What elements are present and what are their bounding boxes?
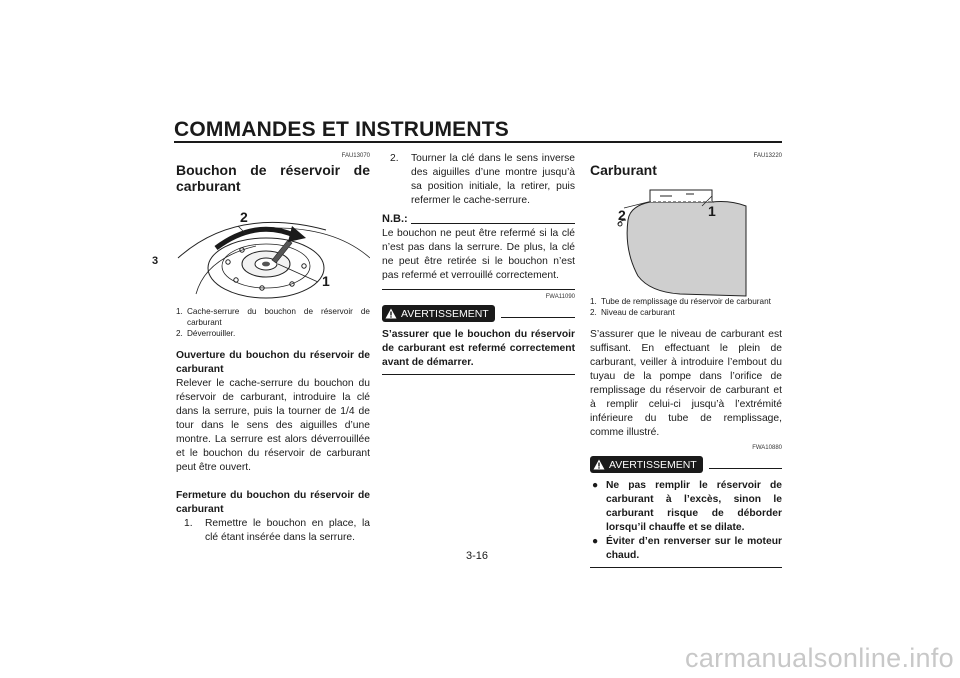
warning-label: AVERTISSEMENT bbox=[401, 307, 489, 320]
warning-bullet bbox=[590, 479, 782, 535]
caption-number: 2. bbox=[590, 308, 597, 317]
figure-captions bbox=[590, 296, 782, 318]
page-header-title: COMMANDES ET INSTRUMENTS bbox=[174, 118, 509, 141]
nb-heading bbox=[382, 212, 575, 226]
warning-triangle-icon bbox=[385, 308, 397, 319]
fuel-cap-drawing bbox=[176, 198, 370, 302]
step-number: 1. bbox=[184, 518, 193, 529]
callout-2: 2 bbox=[618, 207, 626, 223]
fuel-text: S’assurer que le niveau de carburant est suffisant. En effectuant le plein de carburant, veiller à introduire l’embout du tuyau de la pompe dans l’orifice de remplissage du réservoir de carburant et à remplir celui-ci jusqu’à l’extrémité inférieure du tube de remplissage, comme illustré. bbox=[590, 329, 782, 438]
warning-bullet bbox=[590, 535, 782, 563]
bullet-icon: ● bbox=[592, 480, 599, 491]
nb-text: Le bouchon ne peut être refermé si la clé n’est pas dans la serrure. De plus, la clé ne peut être retirée si le bouchon n’est pas refermé et verrouillé correctement. bbox=[382, 228, 575, 281]
watermark: carmanualsonline.info bbox=[685, 643, 954, 673]
caption-number: 1. bbox=[176, 307, 183, 316]
step-number: 2. bbox=[390, 153, 399, 164]
middle-column bbox=[382, 152, 575, 375]
caption-item bbox=[590, 307, 782, 318]
caption-number: 2. bbox=[176, 329, 183, 338]
warning-code: FWA11090 bbox=[545, 294, 575, 300]
nb-label: N.B.: bbox=[382, 213, 408, 225]
warning-badge bbox=[382, 305, 495, 322]
warning-code: FWA10880 bbox=[752, 445, 782, 451]
caption-text: Cache-serrure du bouchon de réservoir de carburant bbox=[187, 307, 370, 327]
warning-label: AVERTISSEMENT bbox=[609, 458, 697, 471]
warning-heading bbox=[590, 456, 782, 473]
warning-rule bbox=[709, 468, 782, 469]
warning-triangle-icon bbox=[593, 459, 605, 470]
bullet-icon: ● bbox=[592, 536, 599, 547]
step-text: Tourner la clé dans le sens inverse des aiguilles d’une montre jusqu’à sa position initiale, la retirer, puis refermer le cache-serrure. bbox=[411, 153, 575, 206]
warning-end-rule bbox=[382, 374, 575, 375]
fuel-tank-drawing bbox=[590, 180, 782, 298]
nb-end-rule bbox=[382, 289, 575, 290]
warning-heading bbox=[382, 305, 575, 322]
section-title-fuel-cap: Bouchon de réservoir de carburant bbox=[176, 162, 370, 194]
caption-item bbox=[176, 306, 370, 328]
warning-rule bbox=[501, 317, 575, 318]
caption-number: 1. bbox=[590, 297, 597, 306]
caption-text: Déverrouiller. bbox=[187, 329, 236, 338]
figure-captions bbox=[176, 306, 370, 339]
warning-end-rule bbox=[590, 567, 782, 568]
step-text: Remettre le bouchon en place, la clé étant insérée dans la serrure. bbox=[205, 518, 370, 543]
right-column bbox=[590, 152, 782, 568]
opening-heading: Ouverture du bouchon du réservoir de carburant bbox=[176, 350, 370, 375]
bullet-text: Ne pas remplir le réservoir de carburant à l’excès, sinon le carburant risque de déborder lorsqu’il chauffe et se dilate. bbox=[606, 480, 782, 533]
warning-text: S’assurer que le bouchon du réservoir de carburant est refermé correctement avant de démarrer. bbox=[382, 329, 575, 368]
callout-1: 1 bbox=[322, 273, 330, 289]
caption-text: Niveau de carburant bbox=[601, 308, 675, 317]
header-rule bbox=[174, 141, 782, 143]
section-code: FAU13220 bbox=[753, 153, 782, 159]
closing-step-1 bbox=[176, 517, 370, 545]
closing-step-2 bbox=[382, 152, 575, 208]
opening-text: Relever le cache-serrure du bouchon du réservoir de carburant, introduire la clé dans la serrure, puis la tourner de 1/4 de tour dans le sens des aiguilles d’une montre. La serrure est alors déverrouillée et le bouchon du réservoir de carburant peut être ouvert. bbox=[176, 378, 370, 473]
caption-text: Tube de remplissage du réservoir de carburant bbox=[601, 297, 771, 306]
section-title-fuel: Carburant bbox=[590, 162, 657, 178]
caption-item bbox=[176, 328, 370, 339]
fuel-tank-illustration bbox=[590, 180, 782, 298]
left-column bbox=[176, 152, 370, 545]
nb-rule bbox=[411, 223, 575, 224]
fuel-cap-illustration bbox=[176, 198, 370, 302]
warning-badge bbox=[590, 456, 703, 473]
chapter-tab: 3 bbox=[152, 255, 159, 267]
closing-heading: Fermeture du bouchon du réservoir de carburant bbox=[176, 490, 370, 515]
callout-2: 2 bbox=[240, 209, 248, 225]
page-number: 3-16 bbox=[466, 550, 489, 562]
bullet-text: Éviter d’en renverser sur le moteur chaud. bbox=[606, 536, 782, 561]
section-code: FAU13070 bbox=[341, 153, 370, 159]
callout-1: 1 bbox=[708, 203, 716, 219]
